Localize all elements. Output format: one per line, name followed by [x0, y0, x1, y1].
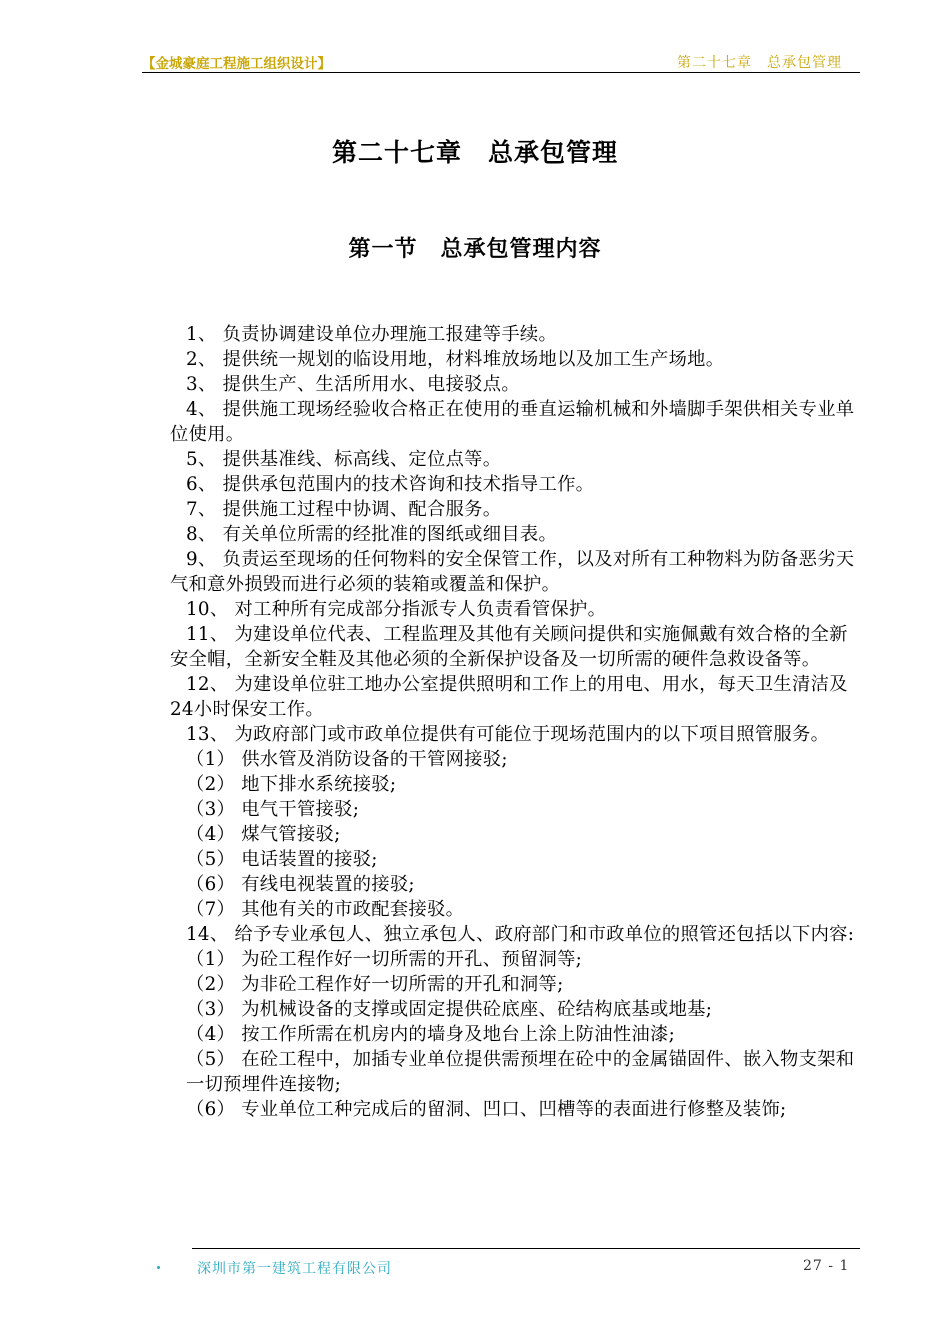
- list-item: 10、 对工种所有完成部分指派专人负责看管保护。: [186, 599, 607, 620]
- header-chapter-title: 第二十七章 总承包管理: [677, 55, 842, 71]
- page-number: 27 - 1: [803, 1258, 850, 1274]
- list-item: 11、 为建设单位代表、工程监理及其他有关顾问提供和实施佩戴有效合格的全新安全帽，全新安全鞋及其他必须的全新保护设备及一切所需的硬件急救设备等。: [170, 624, 848, 670]
- sub-list-item: （6） 有线电视装置的接驳;: [186, 874, 415, 895]
- list-item: 5、 提供基准线、标高线、定位点等。: [186, 449, 502, 470]
- sub-list-item: （3） 为机械设备的支撑或固定提供砼底座、砼结构底基或地基;: [186, 999, 713, 1020]
- section-title: 第一节 总承包管理内容: [348, 236, 602, 262]
- chapter-title: 第二十七章 总承包管理: [331, 138, 618, 167]
- sub-list-item: （5） 在砼工程中，加插专业单位提供需预埋在砼中的金属锚固件、嵌入物支架和一切预埋件连接物;: [186, 1049, 855, 1095]
- sub-list-item: （2） 地下排水系统接驳;: [186, 774, 397, 795]
- sub-list-item: （4） 煤气管接驳;: [186, 824, 341, 845]
- sub-list-item: （6） 专业单位工种完成后的留洞、凹口、凹槽等的表面进行修整及装饰;: [186, 1099, 787, 1120]
- sub-list-item: （1） 为砼工程作好一切所需的开孔、预留洞等;: [186, 949, 583, 970]
- list-item: 7、 提供施工过程中协调、配合服务。: [186, 499, 502, 520]
- list-item: 1、 负责协调建设单位办理施工报建等手续。: [186, 324, 558, 345]
- sub-list-item: （1） 供水管及消防设备的干管网接驳;: [186, 749, 508, 770]
- page-header: [142, 50, 860, 73]
- sub-list-item: （2） 为非砼工程作好一切所需的开孔和洞等;: [186, 974, 564, 995]
- content-body: [170, 322, 865, 1122]
- header-document-title: 【金城豪庭工程施工组织设计】: [142, 56, 331, 72]
- list-item: 2、 提供统一规划的临设用地，材料堆放场地以及加工生产场地。: [186, 349, 725, 370]
- footer-company: 深圳市第一建筑工程有限公司: [197, 1261, 392, 1277]
- list-item: 9、 负责运至现场的任何物料的安全保管工作，以及对所有工种物料为防备恶劣天气和意外损毁而进行必须的装箱或覆盖和保护。: [170, 549, 855, 595]
- sub-list-item: （4） 按工作所需在机房内的墙身及地台上涂上防油性油漆;: [186, 1024, 676, 1045]
- list-item: 3、 提供生产、生活所用水、电接驳点。: [186, 374, 520, 395]
- sub-list-item: （3） 电气干管接驳;: [186, 799, 360, 820]
- sub-list-item: （5） 电话装置的接驳;: [186, 849, 378, 870]
- footer-divider: [192, 1248, 860, 1249]
- list-item: 13、 为政府部门或市政单位提供有可能位于现场范围内的以下项目照管服务。: [186, 724, 830, 745]
- list-item: 12、 为建设单位驻工地办公室提供照明和工作上的用电、用水，每天卫生清洁及24小时保安工作。: [170, 674, 848, 720]
- list-item: 4、 提供施工现场经验收合格正在使用的垂直运输机械和外墙脚手架供相关专业单位使用。: [170, 399, 855, 445]
- list-item: 8、 有关单位所需的经批准的图纸或细目表。: [186, 524, 558, 545]
- list-item: 6、 提供承包范围内的技术咨询和技术指导工作。: [186, 474, 595, 495]
- footer-dot-icon: [157, 1266, 160, 1269]
- sub-list-item: （7） 其他有关的市政配套接驳。: [186, 899, 465, 920]
- list-item: 14、 给予专业承包人、独立承包人、政府部门和市政单位的照管还包括以下内容:: [186, 924, 855, 945]
